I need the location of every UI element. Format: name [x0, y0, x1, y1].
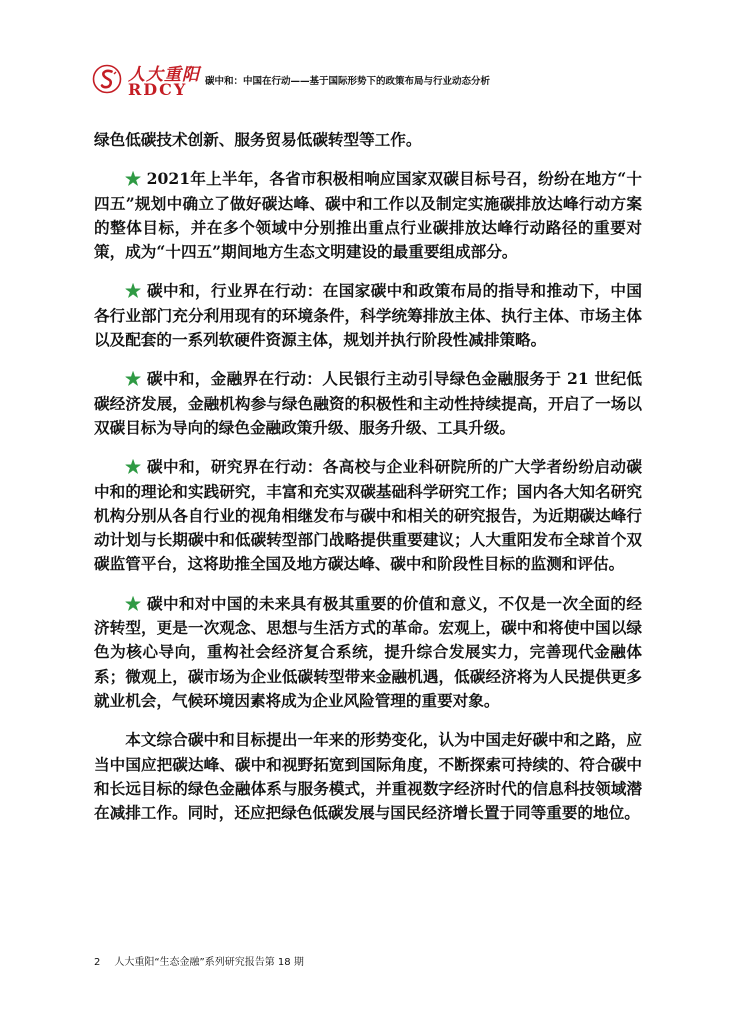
- paragraph-text: 碳中和，研究界在行动：各高校与企业科研院所的广大学者纷纷启动碳中和的理论和实践研究，丰富和充实双碳基础科学研究工作；国内各大知名研究机构分别从各自行业的视角相继发布与碳中和相关的研究报告，为近期碳达峰行动计划与长期碳中和低碳转型部门战略提供重要建议；人大重阳发布全球首个双碳监管平台，这将助推全国及地方碳达峰、碳中和阶段性目标的监测和评估。: [94, 457, 642, 574]
- star-icon: ★: [125, 457, 142, 477]
- body-text: [94, 128, 642, 825]
- page-header: [92, 60, 652, 102]
- logo-chinese-text: 人大重阳: [128, 65, 200, 85]
- paragraph-text: 2021年上半年，各省市积极相响应国家双碳目标号召，纷纷在地方“十四五”规划中确立了做好碳达峰、碳中和工作以及制定实施碳排放达峰行动方案的整体目标，并在多个领域中分别推出重点行业碳排放达峰行动路径的重要对策，成为“十四五”期间地方生态文明建设的最重要组成部分。: [94, 169, 642, 262]
- bullet-paragraph: [94, 592, 642, 713]
- paragraph-text: 碳中和，行业界在行动：在国家碳中和政策布局的指导和推动下，中国各行业部门充分利用现有的环境条件，科学统筹排放主体、执行主体、市场主体以及配套的一系列软硬件资源主体，规划并执行阶段性减排策略。: [94, 281, 642, 350]
- star-icon: ★: [125, 281, 142, 301]
- bullet-paragraph: [94, 279, 642, 352]
- star-icon: ★: [125, 369, 142, 389]
- paragraph: [94, 128, 642, 152]
- rdcy-logo-icon: [92, 62, 122, 96]
- bullet-paragraph: [94, 367, 642, 440]
- logo-english-text: RDCY: [128, 80, 188, 99]
- star-icon: ★: [125, 593, 142, 613]
- paragraph-text: 本文综合碳中和目标提出一年来的形势变化，认为中国走好碳中和之路，应当中国应把碳达峰、碳中和视野拓宽到国际角度，不断探索可持续的、符合碳中和长远目标的绿色金融体系与服务模式，并重视数字经济时代的信息科技领域潜在减排工作。同时，还应把绿色低碳发展与国民经济增长置于同等重要的地位。: [94, 730, 642, 823]
- bullet-paragraph: [94, 167, 642, 264]
- star-icon: ★: [125, 169, 141, 189]
- paragraph-text: 碳中和，金融界在行动：人民银行主动引导绿色金融服务于 21 世纪低碳经济发展，金融机构参与绿色融资的积极性和主动性持续提高，开启了一场以双碳目标为导向的绿色金融政策升级、服务升级、工具升级。: [94, 369, 642, 437]
- paragraph: [94, 728, 642, 825]
- page-footer: [94, 953, 304, 968]
- page-number: 2: [94, 957, 101, 968]
- paragraph-text: 碳中和对中国的未来具有极其重要的价值和意义，不仅是一次全面的经济转型，更是一次观念、思想与生活方式的革命。宏观上，碳中和将使中国以绿色为核心导向，重构社会经济复合系统，提升综合发展实力，完善现代金融体系；微观上，碳市场为企业低碳转型带来金融机遇，低碳经济将为人民提供更多就业机会，气候环境因素将成为企业风险管理的重要对象。: [94, 593, 642, 710]
- series-name: 人大重阳“生态金融”系列研究报告第 18 期: [114, 957, 304, 968]
- bullet-paragraph: [94, 455, 642, 576]
- paragraph-text: 绿色低碳技术创新、服务贸易低碳转型等工作。: [94, 130, 422, 149]
- report-title: 碳中和：中国在行动——基于国际形势下的政策布局与行业动态分析: [205, 76, 491, 87]
